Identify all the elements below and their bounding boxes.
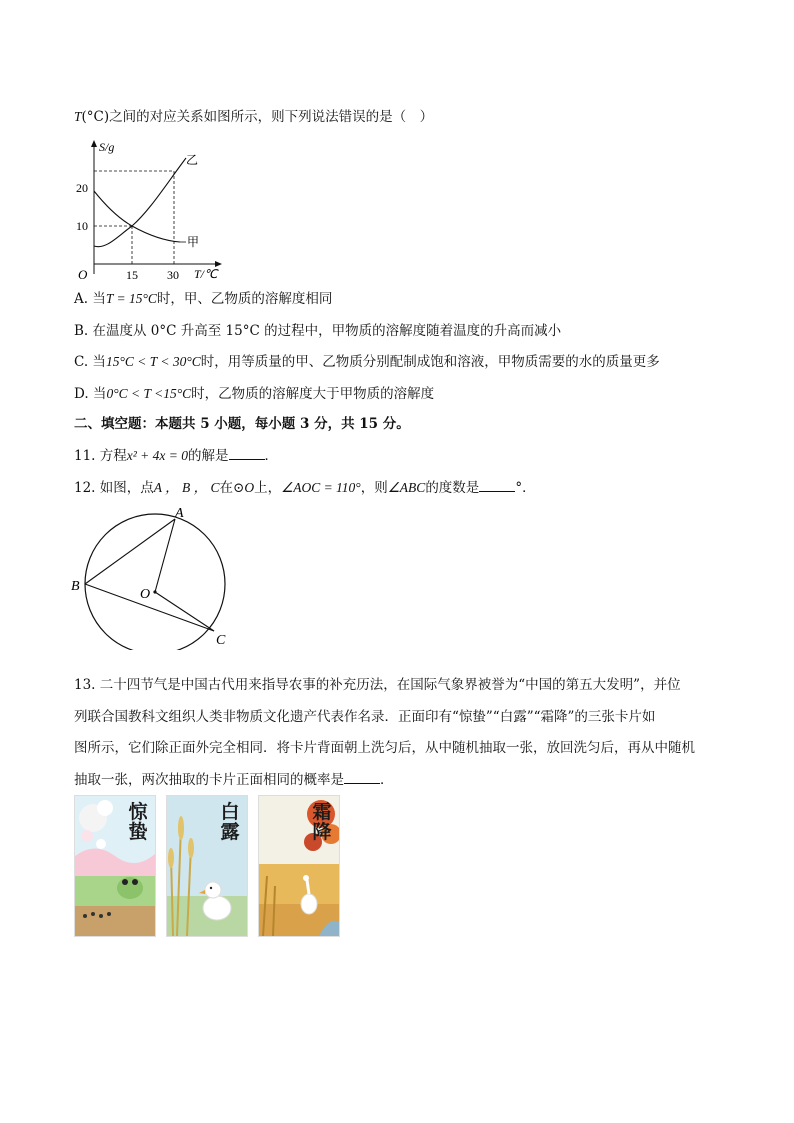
x-tick-15: 15 xyxy=(126,268,138,280)
q13-line-2: 列联合国教科文组织人类非物质文化遗产代表作名录．正面印有“惊蛰”“白露”“霜降”的三张卡片如 xyxy=(74,709,656,725)
option-a-suffix: 时，甲、乙物质的溶解度相同 xyxy=(156,291,333,307)
option-a-math: T = 15°C xyxy=(105,291,157,306)
q11-end: ． xyxy=(264,448,279,464)
card-shuangjiang-title: 霜降 xyxy=(312,801,332,843)
card-jingzhe-title: 惊蛰 xyxy=(128,801,148,843)
q12-prefix: 12. 如图，点 xyxy=(74,480,154,496)
option-c-math: 15°C < T < 30°C xyxy=(105,354,201,369)
curve-jia xyxy=(94,191,180,242)
curve-jia-label: 甲 xyxy=(187,235,200,249)
q11-equation: x² + 4x = 0 xyxy=(126,448,189,463)
card-jingzhe xyxy=(74,795,156,937)
q10-intro-unit: (°C) xyxy=(81,109,110,125)
curve-yi-label: 乙 xyxy=(186,153,199,167)
y-axis-arrow xyxy=(91,140,97,147)
q12-answer-blank[interactable] xyxy=(479,478,515,492)
x-axis-label: T/℃ xyxy=(194,267,218,280)
q13-line4-end: ． xyxy=(380,772,394,788)
x-tick-30: 30 xyxy=(167,268,179,280)
q13-line-4 xyxy=(74,770,394,789)
circle-o xyxy=(85,514,225,650)
q13-answer-blank[interactable] xyxy=(344,770,380,784)
q12-points: A ， B ， C xyxy=(153,480,220,495)
q12-circle: O xyxy=(244,480,255,495)
y-axis-label: S/g xyxy=(99,140,115,154)
q12-angle-abc: ∠ABC xyxy=(387,480,426,495)
segment-oa xyxy=(155,519,175,592)
q10-intro-text: 之间的对应关系如图所示，则下列说法错误的是（ ） xyxy=(109,109,434,125)
option-c-prefix: C. 当 xyxy=(74,354,106,370)
q10-intro-var: T xyxy=(74,109,82,124)
q13-line-3: 图所示，它们除正面外完全相同．将卡片背面朝上洗匀后，从中随机抽取一张，放回洗匀后，再从中随机 xyxy=(74,740,695,756)
label-b: B xyxy=(71,579,80,594)
card-bailu xyxy=(166,795,248,937)
q11-suffix: 的解是 xyxy=(188,448,229,464)
q13-line4-prefix: 抽取一张，两次抽取的卡片正面相同的概率是 xyxy=(74,772,344,788)
q12-angle-aoc: ∠AOC = 110° xyxy=(281,480,361,495)
q13-line-1: 13. 二十四节气是中国古代用来指导农事的补充历法，在国际气象界被誉为“中国的第五大发明”，并位 xyxy=(74,677,681,693)
option-d-suffix: 时，乙物质的溶解度大于甲物质的溶解度 xyxy=(191,386,435,402)
q12 xyxy=(74,478,536,497)
q12-end: °． xyxy=(515,480,536,496)
y-tick-20: 20 xyxy=(76,181,88,195)
y-tick-10: 10 xyxy=(76,219,88,233)
section-heading: 二、填空题：本题共 5 小题，每小题 3 分，共 15 分。 xyxy=(74,416,410,432)
segment-ba xyxy=(85,519,175,584)
origin-label: O xyxy=(78,267,88,280)
q12-suffix: 的度数是 xyxy=(425,480,480,496)
q12-mid: 在⊙ xyxy=(219,480,245,496)
q12-mid2: ，则 xyxy=(360,480,388,496)
q10-intro xyxy=(74,108,433,126)
solubility-chart xyxy=(70,138,230,280)
q11-answer-blank[interactable] xyxy=(229,446,265,460)
option-d-prefix: D. 当 xyxy=(74,386,107,402)
label-a: A xyxy=(175,506,184,521)
option-a-prefix: A. 当 xyxy=(74,291,106,307)
option-c-suffix: 时，用等质量的甲、乙物质分别配制成饱和溶液，甲物质需要的水的质量更多 xyxy=(200,354,660,370)
q10-option-d xyxy=(74,385,434,403)
card-bailu-title: 白露 xyxy=(220,801,240,843)
q10-option-a xyxy=(74,290,332,308)
label-o: O xyxy=(140,587,151,602)
q10-option-b: B. 在温度从 0°C 升高至 15°C 的过程中，甲物质的溶解度随着温度的升高而减小 xyxy=(74,323,562,339)
label-c: C xyxy=(216,633,226,648)
center-point xyxy=(153,590,156,593)
option-d-math: 0°C < T <15°C xyxy=(106,386,192,401)
q12-on: 上， xyxy=(254,480,282,496)
segment-oc xyxy=(155,592,214,631)
circle-figure xyxy=(68,505,238,650)
card-shuangjiang xyxy=(258,795,340,937)
q11-prefix: 11. 方程 xyxy=(74,448,127,464)
q10-option-c xyxy=(74,353,660,371)
q11 xyxy=(74,446,278,465)
